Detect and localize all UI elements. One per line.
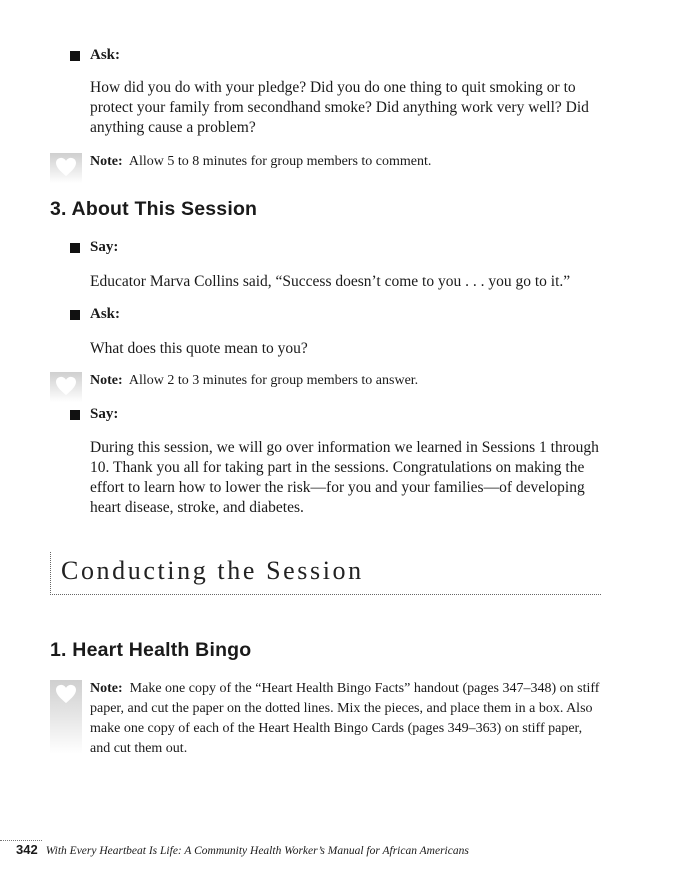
say-text-quote: Educator Marva Collins said, “Success doesn’t come to you . . . you go to it.” xyxy=(90,273,571,290)
note-text: Allow 2 to 3 minutes for group members to answer. xyxy=(128,373,419,388)
square-bullet-icon xyxy=(70,243,80,253)
heart-icon xyxy=(55,376,77,396)
page-footer xyxy=(16,842,469,857)
note-label: Note: xyxy=(90,373,123,388)
say-bullet-2 xyxy=(70,406,118,423)
heart-icon xyxy=(55,684,77,704)
section-title-conducting xyxy=(50,552,601,595)
note-heart-icon xyxy=(50,372,82,402)
square-bullet-icon xyxy=(70,410,80,420)
note-text: Make one copy of the “Heart Health Bingo Facts” handout (pages 347–348) on stiff paper, and cut the paper on the dotted lines. Mix the pieces, and place them in a box. Also make one copy of each of the Heart Health Bingo Cards (pages 349–363) on stiff paper, and cut them out. xyxy=(90,681,600,756)
page-number: 342 xyxy=(16,842,38,857)
footer-divider xyxy=(0,840,42,841)
note-heart-icon xyxy=(50,153,82,183)
ask-bullet-1 xyxy=(70,47,120,64)
note-bingo-prep xyxy=(90,679,605,759)
say-label: Say: xyxy=(90,239,119,255)
ask-text-pledge: How did you do with your pledge? Did you do one thing to quit smoking or to protect your family from secondhand smoke? Did anything work very well? Did anything cause a problem? xyxy=(90,79,589,136)
note-answer-time xyxy=(90,371,605,391)
square-bullet-icon xyxy=(70,310,80,320)
note-label: Note: xyxy=(90,154,123,169)
say-label: Say: xyxy=(90,406,119,422)
ask-bullet-2 xyxy=(70,306,120,323)
square-bullet-icon xyxy=(70,51,80,61)
say-text-session-overview: During this session, we will go over information we learned in Sessions 1 through 10. Thank you all for taking part in the sessions. Congratulations on making the effort to learn how to lower the risk—for you and your families—of developing heart disease, stroke, and diabetes. xyxy=(90,439,599,516)
note-comment-time xyxy=(90,152,605,172)
ask-label: Ask: xyxy=(90,306,121,322)
ask-text-quote-meaning: What does this quote mean to you? xyxy=(90,340,308,357)
note-text: Allow 5 to 8 minutes for group members to comment. xyxy=(128,154,432,169)
note-heart-icon xyxy=(50,680,82,754)
note-label: Note: xyxy=(90,681,123,696)
heart-icon xyxy=(55,157,77,177)
section-title-text: Conducting the Session xyxy=(61,556,364,585)
heading-heart-health-bingo: 1. Heart Health Bingo xyxy=(50,639,252,661)
heading-about-this-session: 3. About This Session xyxy=(50,198,258,220)
say-bullet-1 xyxy=(70,239,118,256)
book-title: With Every Heartbeat Is Life: A Community Health Worker’s Manual for African Americans xyxy=(45,845,469,857)
ask-label: Ask: xyxy=(90,47,121,63)
